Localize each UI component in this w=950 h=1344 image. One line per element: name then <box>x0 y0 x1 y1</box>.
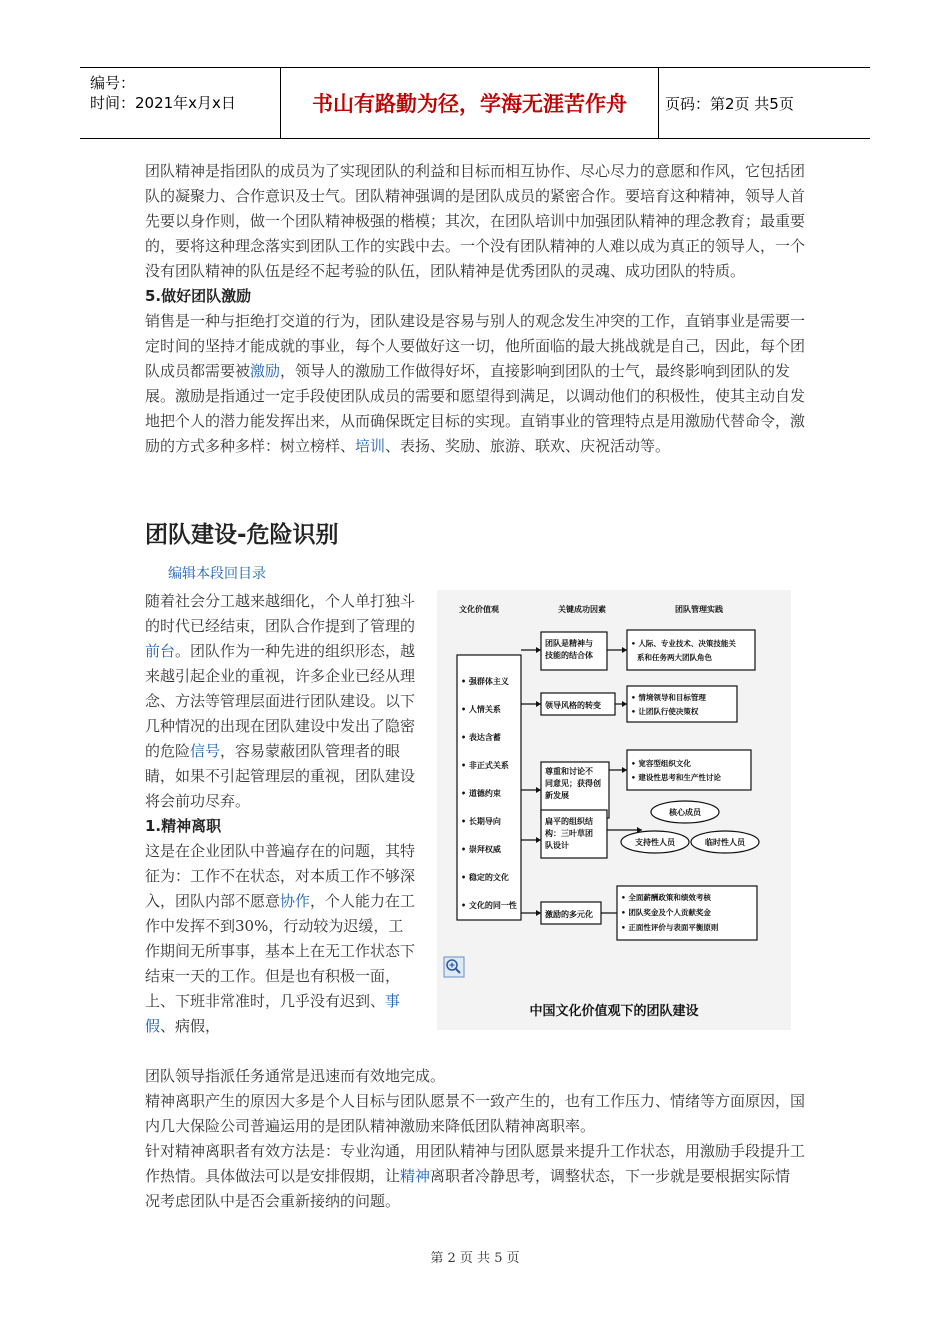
practice-item: • 建设性思考和生产性讨论 <box>631 773 721 782</box>
page-footer: 第 2 页 共 5 页 <box>430 1251 520 1266</box>
text-run: 。团队作为一种先进的组织形态，越来越引起企业的重视，许多企业已经从理念、方法等管理层面进行团队建设。以下几种情况的出现在团队建设中发出了隐密的危险 <box>145 642 416 760</box>
column-title-practices: 团队管理实践 <box>675 604 723 614</box>
factor-label: 领导风格的转变 <box>545 700 601 710</box>
text-run: 离职者冷静思考，调整状态，下一步就是要根据实际情况考虑团队中是否会重新接纳的问题。 <box>145 1167 791 1210</box>
paragraph-team-motivation <box>145 309 805 459</box>
practice-item: • 情境领导和目标管理 <box>631 693 706 702</box>
value-item: • 道德约束 <box>461 788 501 798</box>
practice-box <box>627 630 755 670</box>
practice-item: 系和任务两大团队角色 <box>637 653 712 662</box>
value-item: • 崇拜权威 <box>461 844 501 854</box>
paragraph-continued: 团队领导指派任务通常是迅速而有效地完成。 <box>145 1067 446 1085</box>
text-run: 、病假， <box>160 1017 221 1035</box>
oval-label: 临时性人员 <box>705 837 745 847</box>
value-item: • 人情关系 <box>461 704 501 714</box>
factor-label: 扁平的组织结构：三叶草团队设计 <box>545 816 593 850</box>
link-training[interactable]: 培训 <box>355 437 386 455</box>
practice-box <box>627 750 751 790</box>
link-signal[interactable]: 信号 <box>190 742 221 760</box>
value-item: • 强群体主义 <box>461 676 509 686</box>
figure-caption: 中国文化价值观下的团队建设 <box>529 1004 699 1019</box>
spiritual-resignation-continued <box>145 1064 805 1214</box>
zoom-in-icon[interactable] <box>444 957 464 977</box>
edit-section-link[interactable]: 编辑本段回目录 <box>168 566 266 582</box>
practice-item: • 正面性评价与表面平衡原则 <box>621 923 719 932</box>
paragraph-solutions <box>145 1139 805 1214</box>
header-motto: 书山有路勤为径，学海无涯苦作舟 <box>281 68 659 138</box>
text-run: 这是在企业团队中普遍存在的问题，其特征为：工作不在状态，对本质工作不够深入，团队内部不愿意 <box>145 842 416 910</box>
column-title-values: 文化价值观 <box>459 604 499 614</box>
practice-box <box>627 686 737 722</box>
column-title-factors: 关键成功因素 <box>558 604 606 614</box>
practice-item: • 宽容型组织文化 <box>631 759 691 768</box>
team-spirit-section <box>145 159 805 459</box>
heading-spiritual-resignation: 1.精神离职 <box>145 817 222 835</box>
factor-label: 团队是精神与技能的结合体 <box>545 638 593 660</box>
practice-item: • 人际、专业技术、决策技能关 <box>631 639 736 648</box>
practice-item: • 让团队行使决策权 <box>631 707 699 716</box>
text-run: 针对精神离职者有效方法是：专业沟通，用团队精神与团队愿景来提升工作状态，用激励手段提升工作热情。具体做法可以是安排假期，让 <box>145 1142 806 1185</box>
link-personal-leave[interactable]: 事假 <box>145 992 401 1035</box>
section-title: 团队建设-危险识别 <box>145 522 339 548</box>
header-meta <box>80 68 281 138</box>
team-building-figure <box>437 590 791 1030</box>
link-motivation[interactable]: 激励 <box>250 362 281 380</box>
paragraph-team-spirit: 团队精神是指团队的成员为了实现团队的利益和目标而相互协作、尽心尽力的意愿和作风，它包括团队的凝聚力、合作意识及士气。团队精神强调的是团队成员的紧密合作。要培育这种精神，领导人首先要以身作则，做一个团队精神极强的楷模；其次，在团队培训中加强团队精神的理念教育；最重要的，要将这种理念落实到团队工作的实践中去。一个没有团队精神的人难以成为真正的领导人，一个没有团队精神的队伍是经不起考验的队伍，团队精神是优秀团队的灵魂、成功团队的特质。 <box>145 162 806 280</box>
paragraph-intro <box>145 589 417 814</box>
text-run: 随着社会分工越来越细化，个人单打独斗的时代已经结束，团队合作提到了管理的 <box>145 592 416 635</box>
value-item: • 文化的同一性 <box>461 900 517 910</box>
value-item: • 稳定的文化 <box>461 872 509 882</box>
text-run: ，个人能力在工作中发挥不到30%，行动较为迟缓，工作期间无所事事，基本上在无工作状态下结束一天的工作。但是也有积极一面，上、下班非常准时，几乎没有迟到、 <box>145 892 416 1010</box>
text-run: ，领导人的激励工作做得好坏，直接影响到团队的士气，最终影响到团队的发展。激励是指通过一定手段使团队成员的需要和愿望得到满足，以调动他们的积极性，使其主动自发地把个人的潜力能发挥出来，从而确保既定目标的实现。直销事业的管理特点是用激励代替命令，激励的方式多种多样：树立榜样、 <box>145 362 806 455</box>
team-building-diagram <box>437 590 791 990</box>
link-cooperation[interactable]: 协作 <box>280 892 311 910</box>
page-header <box>80 67 870 139</box>
oval-label: 支持性人员 <box>635 837 675 847</box>
value-item: • 非正式关系 <box>461 760 509 770</box>
practice-item: • 团队奖金及个人贡献奖金 <box>621 908 711 917</box>
factor-label: 尊重和讨论不同意见；获得创新发展 <box>545 766 601 800</box>
heading-team-motivation: 5.做好团队激励 <box>145 287 252 305</box>
link-spirit[interactable]: 精神 <box>400 1167 431 1185</box>
oval-label: 核心成员 <box>669 807 701 817</box>
value-item: • 长期导向 <box>461 816 501 826</box>
paragraph-spiritual-resignation <box>145 839 417 1039</box>
text-run: 、表扬、奖励、旅游、联欢、庆祝活动等。 <box>385 437 671 455</box>
doc-code-label: 编号： <box>90 74 136 92</box>
text-run: 销售是一种与拒绝打交道的行为，团队建设是容易与别人的观念发生冲突的工作，直销事业是需要一定时间的坚持才能成就的事业，每个人要做好这一切，他所面临的最大挑战就是自己，因此，每个团队成员都需要被 <box>145 312 806 380</box>
doc-time-label: 时间：2021年x月x日 <box>90 94 236 112</box>
text-run: ，容易蒙蔽团队管理者的眼睛，如果不引起管理层的重视，团队建设将会前功尽弃。 <box>145 742 416 810</box>
paragraph-causes: 精神离职产生的原因大多是个人目标与团队愿景不一致产生的，也有工作压力、情绪等方面原因，国内几大保险公司普遍运用的是团队精神激励来降低团队精神离职率。 <box>145 1092 806 1135</box>
header-page-number: 页码：第2页 共5页 <box>665 94 794 113</box>
risk-identification-text <box>145 589 417 1039</box>
link-front-desk[interactable]: 前台 <box>145 642 176 660</box>
value-item: • 表达含蓄 <box>461 732 501 742</box>
practice-item: • 全面薪酬政策和绩效考核 <box>621 893 711 902</box>
factor-label: 激励的多元化 <box>545 909 593 919</box>
